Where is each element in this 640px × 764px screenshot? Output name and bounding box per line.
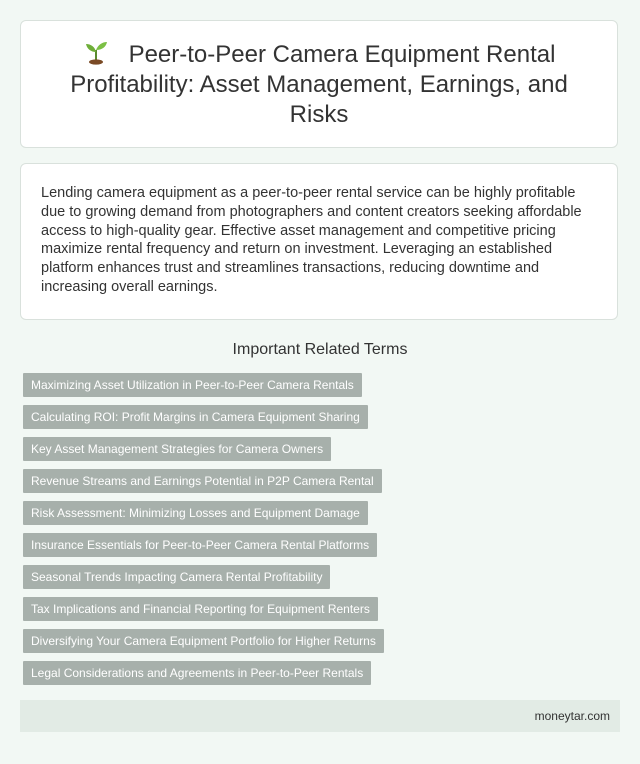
summary-card: [20, 163, 618, 320]
list-item: [23, 469, 384, 493]
title-card: [20, 20, 618, 148]
list-item: [23, 661, 384, 685]
related-terms-list: [23, 373, 384, 693]
list-item: [23, 629, 384, 653]
list-item: [23, 405, 384, 429]
list-item: [23, 597, 384, 621]
page-title-text: Peer-to-Peer Camera Equipment Rental Profitability: Asset Management, Earnings, and Risks: [70, 40, 568, 128]
term-tag[interactable]: Diversifying Your Camera Equipment Portfolio for Higher Returns: [23, 629, 384, 653]
related-terms-heading: Important Related Terms: [232, 341, 408, 358]
list-item: [23, 533, 384, 557]
sprout-icon: [83, 39, 109, 65]
footer: [20, 700, 620, 732]
summary-text: Lending camera equipment as a peer-to-peer rental service can be highly profitable due to growing demand from photographers and content creators seeking affordable access to high-quality gear. Effective asset management and competitive pricing maximize rental frequency and return on investment. Leveraging an established platform enhances trust and streamlines transactions, reducing downtime and increasing overall earnings.: [41, 185, 582, 295]
site-name[interactable]: moneytar.com: [534, 709, 610, 723]
list-item: [23, 373, 384, 397]
term-tag[interactable]: Tax Implications and Financial Reporting for Equipment Renters: [23, 597, 378, 621]
term-tag[interactable]: Key Asset Management Strategies for Camera Owners: [23, 437, 331, 461]
term-tag[interactable]: Legal Considerations and Agreements in Peer-to-Peer Rentals: [23, 661, 371, 685]
term-tag[interactable]: Risk Assessment: Minimizing Losses and Equipment Damage: [23, 501, 368, 525]
page-title: [61, 39, 577, 130]
list-item: [23, 437, 384, 461]
list-item: [23, 501, 384, 525]
list-item: [23, 565, 384, 589]
term-tag[interactable]: Maximizing Asset Utilization in Peer-to-Peer Camera Rentals: [23, 373, 362, 397]
term-tag[interactable]: Revenue Streams and Earnings Potential in P2P Camera Rental: [23, 469, 382, 493]
term-tag[interactable]: Seasonal Trends Impacting Camera Rental Profitability: [23, 565, 330, 589]
term-tag[interactable]: Insurance Essentials for Peer-to-Peer Camera Rental Platforms: [23, 533, 377, 557]
term-tag[interactable]: Calculating ROI: Profit Margins in Camera Equipment Sharing: [23, 405, 368, 429]
